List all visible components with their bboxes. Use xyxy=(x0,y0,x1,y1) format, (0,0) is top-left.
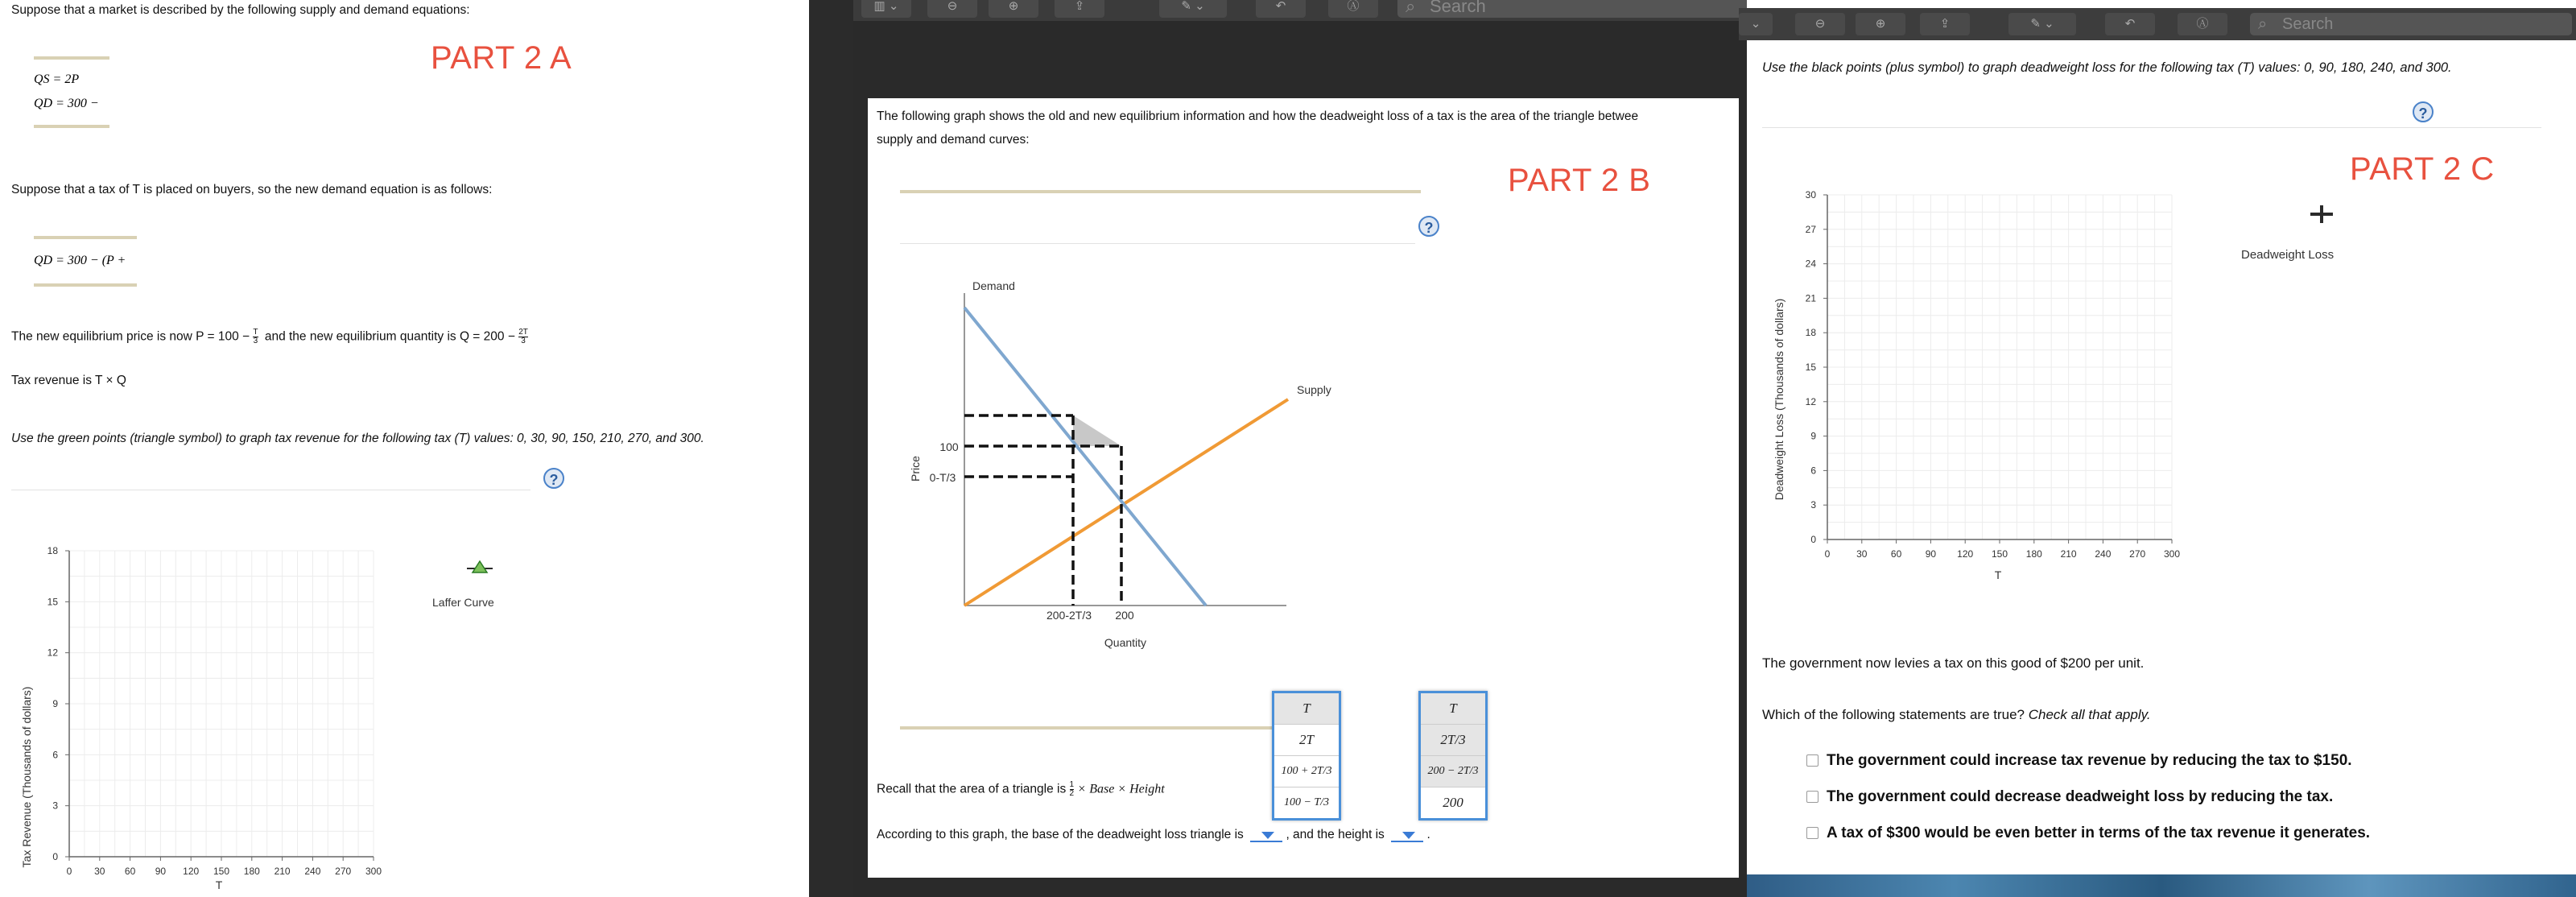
search-icon: ⌕ xyxy=(2258,15,2268,33)
option-label: A tax of $300 would be even better in terms of the tax revenue it generates. xyxy=(1827,825,2371,841)
help-button[interactable]: ? xyxy=(1418,216,1439,237)
search-field[interactable] xyxy=(2250,13,2572,35)
checkbox-option[interactable] xyxy=(1806,788,2333,806)
y-tick-label: 0 xyxy=(1810,534,1816,545)
x-axis-label: T xyxy=(1994,568,2002,581)
share-button[interactable]: ⇪ xyxy=(1055,0,1104,18)
price-fraction-numerator: T xyxy=(253,328,258,337)
dropdown-toggle-button[interactable]: ⌄ xyxy=(1739,13,1773,35)
share-button[interactable]: ⇪ xyxy=(1920,13,1970,35)
y-tick-label: 6 xyxy=(52,749,58,761)
divider xyxy=(34,125,109,128)
x-tick-label: 0 xyxy=(1824,548,1831,560)
equilibrium-price-text: The new equilibrium price is now P = 100 − xyxy=(11,329,254,344)
height-dropdown-menu[interactable] xyxy=(1418,691,1488,821)
annotate-button[interactable]: Ⓐ xyxy=(1328,0,1378,18)
help-button[interactable]: ? xyxy=(2413,101,2434,122)
x-tick-label: 150 xyxy=(213,866,230,877)
part-c-instruction: Use the black points (plus symbol) to graph deadweight loss for the following tax (T) values: 0, 90, 180, 240, and 300. xyxy=(1762,60,2452,75)
tax-levy-statement: The government now levies a tax on this good of $200 per unit. xyxy=(1762,655,2145,671)
new-demand-equation: QD = 300 − (P + xyxy=(34,254,126,267)
x-tick-label: 300 xyxy=(365,866,382,877)
base-dropdown-menu[interactable] xyxy=(1272,691,1341,821)
supply-label: Supply xyxy=(1297,383,1331,396)
y-tick-label: 30 xyxy=(1805,189,1816,200)
x-tick-label: 90 xyxy=(1925,548,1937,560)
deadweight-loss-chart[interactable] xyxy=(1747,182,2181,593)
y-tick-label: 18 xyxy=(47,545,58,556)
x-tick-label: 180 xyxy=(2025,548,2042,560)
panel-part-b xyxy=(853,0,1747,897)
x-tick-label: 30 xyxy=(1856,548,1868,560)
help-button[interactable]: ? xyxy=(543,468,564,489)
divider xyxy=(900,726,1278,730)
annotate-button[interactable]: Ⓐ xyxy=(2178,13,2227,35)
x-tick-label: 180 xyxy=(243,866,260,877)
markup-button[interactable]: ✎ ⌄ xyxy=(2008,13,2076,35)
search-field[interactable] xyxy=(1397,0,1777,18)
dropdown-option[interactable]: 2T xyxy=(1274,725,1339,756)
equilibrium-statement xyxy=(11,329,528,345)
recall-formula: × Base × Height xyxy=(1077,782,1165,796)
divider xyxy=(900,243,1415,244)
base-height-question xyxy=(877,828,1430,842)
x-tick-label: 210 xyxy=(2060,548,2077,560)
part-a-instruction: Use the green points (triangle symbol) to graph tax revenue for the following tax (T) values: 0, 30, 90, 150, 210, 270, and 300. xyxy=(11,432,704,445)
height-dropdown-blank[interactable] xyxy=(1391,829,1423,842)
x-tick-label: 0 xyxy=(66,866,72,877)
option-label: The government could decrease deadweight loss by reducing the tax. xyxy=(1827,788,2334,805)
rotate-button[interactable]: ↶ xyxy=(1256,0,1306,18)
y-tick-label: 15 xyxy=(47,596,58,608)
recall-lead: Recall that the area of a triangle is xyxy=(877,782,1070,796)
y-tick-label: 27 xyxy=(1805,223,1816,235)
y-tick-label: 18 xyxy=(1805,327,1816,339)
x-tick-label: 30 xyxy=(94,866,105,877)
x-tick-label: 270 xyxy=(335,866,352,877)
zoom-out-button[interactable]: ⊖ xyxy=(1795,13,1845,35)
x-tick-label: 240 xyxy=(2095,548,2112,560)
x-tick-label: 150 xyxy=(1991,548,2008,560)
x-tick-label: 60 xyxy=(1890,548,1902,560)
supply-curve xyxy=(964,399,1288,606)
y-tick-label: 12 xyxy=(1805,395,1816,407)
triangle-point-tool[interactable] xyxy=(465,559,494,578)
x-axis-label: T xyxy=(215,878,223,891)
desktop-wallpaper-strip xyxy=(1747,874,2576,897)
statements-question xyxy=(1762,707,2151,723)
supply-equation: QS = 2P xyxy=(34,72,80,86)
checkbox[interactable] xyxy=(1806,791,1818,803)
quantity-fraction-numerator: 2T xyxy=(518,328,528,337)
price-100-label: 100 xyxy=(939,440,959,453)
half-denominator: 2 xyxy=(1069,789,1075,798)
question-lead: According to this graph, the base of the deadweight loss triangle is xyxy=(877,828,1244,841)
divider xyxy=(900,190,1421,193)
demand-label: Demand xyxy=(972,279,1015,292)
y-axis-label: Deadweight Loss (Thousands of dollars) xyxy=(1773,298,1785,501)
checkbox[interactable] xyxy=(1806,827,1818,839)
y-tick-label: 9 xyxy=(1810,430,1816,442)
zoom-out-button[interactable]: ⊖ xyxy=(927,0,977,18)
question-hint: Check all that apply. xyxy=(2028,707,2151,722)
divider xyxy=(34,283,137,287)
y-tick-label: 9 xyxy=(52,698,58,709)
x-axis-label: Quantity xyxy=(1104,636,1147,649)
panel-part-c xyxy=(1747,0,2576,897)
panel-part-a xyxy=(0,0,809,897)
dropdown-option[interactable]: 200 xyxy=(1443,795,1463,810)
dropdown-header: T xyxy=(1274,693,1339,725)
rotate-button[interactable]: ↶ xyxy=(2105,13,2155,35)
search-icon: ⌕ xyxy=(1406,0,1416,16)
zoom-in-button[interactable]: ⊕ xyxy=(989,0,1038,18)
price-new-label: 0-T/3 xyxy=(929,471,956,484)
y-axis-label: Tax Revenue (Thousands of dollars) xyxy=(20,686,33,868)
checkbox-option[interactable] xyxy=(1806,752,2352,770)
dropdown-header: T xyxy=(1421,693,1485,725)
deadweight-legend-label: Deadweight Loss xyxy=(2241,248,2334,262)
part-a-intro: Suppose that a market is described by the following supply and demand equations: xyxy=(11,3,470,17)
quantity-new-label: 200-2T/3 xyxy=(1046,609,1092,622)
x-tick-label: 60 xyxy=(124,866,136,877)
deadweight-loss-triangle xyxy=(1073,415,1121,446)
x-tick-label: 120 xyxy=(183,866,200,877)
part-b-label: PART 2 B xyxy=(1508,163,1651,198)
deadweight-loss-graph xyxy=(868,275,1351,662)
question-end: . xyxy=(1426,828,1430,841)
demand-equation: QD = 300 − xyxy=(34,97,99,110)
dropdown-option[interactable]: 200 − 2T/3 xyxy=(1421,756,1485,787)
checkbox-option[interactable] xyxy=(1806,825,2370,842)
checkbox[interactable] xyxy=(1806,754,1818,767)
part-b-intro-line2: supply and demand curves: xyxy=(877,133,1030,147)
half-numerator: 1 xyxy=(1069,780,1075,789)
sidebar-toggle-button[interactable]: ▥ ⌄ xyxy=(861,0,911,18)
x-tick-label: 120 xyxy=(1957,548,1974,560)
zoom-in-button[interactable]: ⊕ xyxy=(1856,13,1905,35)
demand-curve xyxy=(964,308,1206,606)
y-tick-label: 15 xyxy=(1805,362,1816,373)
toolbar xyxy=(853,0,1747,21)
x-tick-label: 210 xyxy=(274,866,291,877)
divider xyxy=(1762,127,2541,128)
document-page xyxy=(868,98,1739,878)
quantity-fraction-denominator: 3 xyxy=(521,337,526,345)
divider xyxy=(34,56,109,60)
quantity-200-label: 200 xyxy=(1115,609,1134,622)
search-placeholder: Search xyxy=(2282,15,2334,33)
y-tick-label: 24 xyxy=(1805,258,1816,270)
x-tick-label: 300 xyxy=(2163,548,2181,560)
tax-revenue-formula: Tax revenue is T × Q xyxy=(11,374,126,387)
part-b-intro-line1: The following graph shows the old and new equilibrium information and how the deadweight loss of a tax is the area of the triangle betwee xyxy=(877,110,1639,123)
x-tick-label: 270 xyxy=(2129,548,2146,560)
part-a-label: PART 2 A xyxy=(431,40,572,76)
question-lead: Which of the following statements are true? xyxy=(1762,707,2029,722)
search-placeholder: Search xyxy=(1430,0,1486,16)
question-mid: , and the height is xyxy=(1286,828,1385,841)
dropdown-option[interactable]: 100 + 2T/3 xyxy=(1274,756,1339,787)
option-label: The government could increase tax revenue by reducing the tax to $150. xyxy=(1827,752,2352,769)
y-tick-label: 12 xyxy=(47,647,58,659)
markup-button[interactable]: ✎ ⌄ xyxy=(1159,0,1227,18)
y-tick-label: 3 xyxy=(1810,499,1816,511)
y-tick-label: 3 xyxy=(52,800,58,812)
dropdown-option[interactable]: 100 − T/3 xyxy=(1283,796,1330,808)
base-dropdown-blank[interactable] xyxy=(1250,829,1282,842)
price-fraction-denominator: 3 xyxy=(253,337,258,345)
y-tick-label: 6 xyxy=(1810,465,1816,477)
x-tick-label: 240 xyxy=(304,866,321,877)
y-axis-label: Price xyxy=(909,456,922,482)
tax-intro: Suppose that a tax of T is placed on buyers, so the new demand equation is as follows: xyxy=(11,183,493,196)
y-tick-label: 0 xyxy=(52,851,58,862)
toolbar xyxy=(1739,8,2576,40)
divider xyxy=(34,236,137,239)
equilibrium-quantity-text: and the new equilibrium quantity is Q = 200 − xyxy=(264,329,519,344)
dropdown-option[interactable]: 2T/3 xyxy=(1421,725,1485,756)
x-tick-label: 90 xyxy=(155,866,167,877)
recall-text xyxy=(877,781,1165,798)
laffer-curve-chart[interactable] xyxy=(0,531,451,897)
plus-point-tool[interactable] xyxy=(2307,203,2336,225)
laffer-legend-label: Laffer Curve xyxy=(432,596,494,609)
part-c-label: PART 2 C xyxy=(2350,151,2495,187)
window-gap xyxy=(809,0,853,897)
y-tick-label: 21 xyxy=(1805,292,1816,304)
